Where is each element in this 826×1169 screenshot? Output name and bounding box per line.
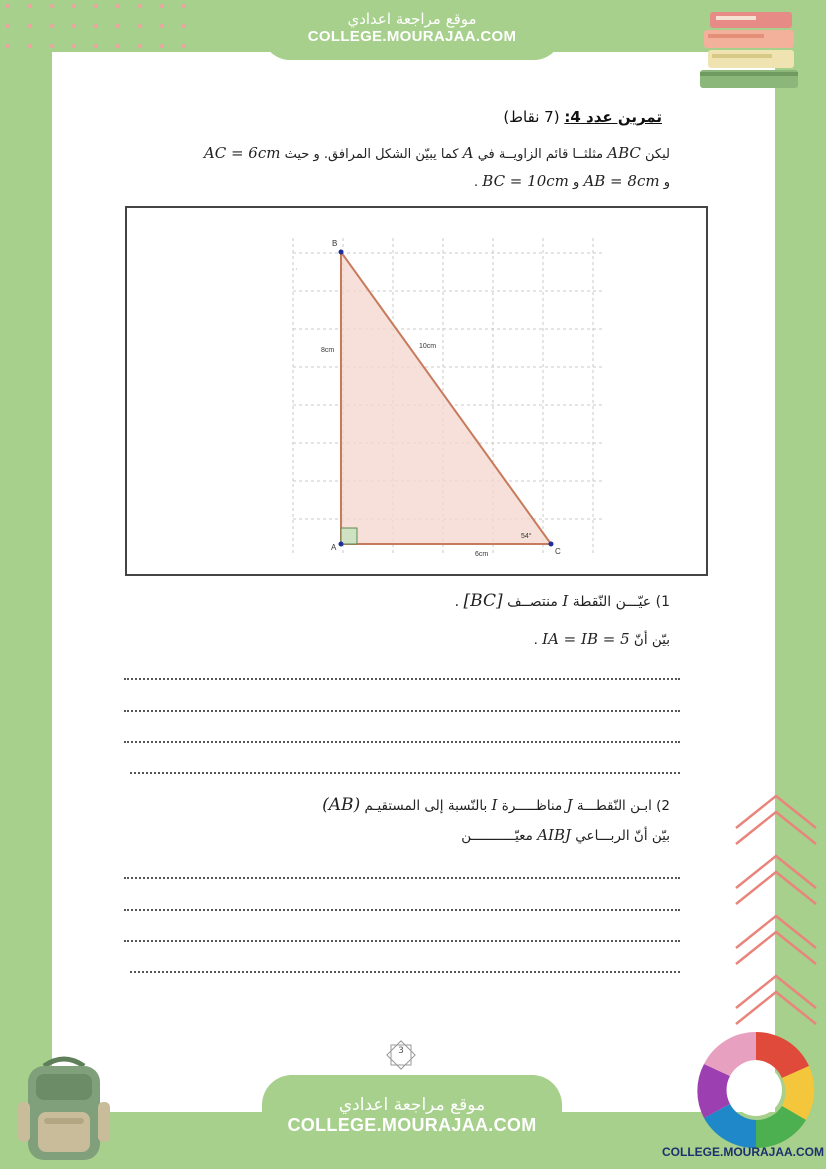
answer-line[interactable] <box>130 772 680 774</box>
question-text: معيّـــــــــــن <box>461 828 533 844</box>
label-ab-length: 8cm <box>321 347 335 354</box>
label-c: C <box>555 547 561 556</box>
decorative-dots <box>0 0 200 60</box>
stray-mark: · <box>295 265 298 274</box>
answer-line[interactable] <box>124 940 680 942</box>
triangle-name: ABC <box>607 144 641 162</box>
footer-site-name: موقع مراجعة اعدادي <box>338 1095 486 1115</box>
header-site-url[interactable]: COLLEGE.MOURAJAA.COM <box>307 28 517 45</box>
site-logo <box>694 1020 818 1160</box>
length-ac: AC = 6cm <box>203 144 281 162</box>
point-j: J <box>566 796 573 814</box>
label-angle-c: 54° <box>521 533 532 540</box>
backpack-illustration <box>14 1052 114 1164</box>
question-text: مناظـــــرة <box>501 798 563 814</box>
question-text: 1) عيّـــن النّقطة <box>572 594 670 610</box>
answer-line[interactable] <box>124 877 680 879</box>
statement-text: . <box>473 175 479 190</box>
question-text: منتصــف <box>507 594 558 610</box>
question-text: 2) ابـن النّقطـــة <box>576 798 670 814</box>
vertex-a: A <box>462 144 474 162</box>
statement-line-2 <box>150 172 670 190</box>
label-bc-length: 10cm <box>419 343 437 350</box>
quadrilateral-aibj: AIBJ <box>537 826 571 844</box>
frame-left <box>0 0 52 1169</box>
statement-text: ليكن <box>645 147 670 162</box>
question-2-line-1 <box>150 795 670 815</box>
question-text: . <box>533 632 538 648</box>
label-a: A <box>331 543 337 552</box>
label-b: B <box>332 239 338 248</box>
header-banner <box>262 0 562 60</box>
right-angle-mark <box>341 528 357 544</box>
exercise-title <box>452 108 662 126</box>
page-number <box>383 1037 419 1073</box>
statement-text: و <box>663 175 670 190</box>
exercise-points: (7 نقاط) <box>503 108 560 126</box>
books-illustration <box>694 8 802 98</box>
label-ac-length: 6cm <box>475 551 489 558</box>
chevron-decoration <box>730 790 820 1030</box>
logo-caption: COLLEGE.MOURAJAA.COM <box>662 1145 824 1159</box>
vertex-a-point <box>339 542 344 547</box>
point-i: I <box>562 592 569 610</box>
triangle-abc <box>341 252 551 544</box>
question-text: بالنّسبة إلى المستقيـم <box>364 798 488 814</box>
question-text: بيّن أنّ <box>633 632 670 648</box>
statement-text: كما يبيّن الشكل المرافق. و حيث <box>284 147 459 162</box>
line-ab: (AB) <box>322 795 361 815</box>
vertex-c-point <box>549 542 554 547</box>
point-i: I <box>491 796 498 814</box>
statement-line-1 <box>150 144 670 162</box>
exercise-title-label: تمرين عدد 4: <box>564 108 662 126</box>
page-number-text: 3 <box>398 1046 404 1056</box>
statement-text: و <box>573 175 580 190</box>
answer-line[interactable] <box>124 710 680 712</box>
question-text: . <box>454 594 460 610</box>
vertex-b-point <box>339 250 344 255</box>
equation-ia-ib: IA = IB = 5 <box>542 630 630 648</box>
question-text: بيّن أنّ الربـــاعي <box>575 828 670 844</box>
question-1-line-1 <box>200 591 670 611</box>
footer-banner <box>262 1075 562 1169</box>
question-1-line-2 <box>200 630 670 648</box>
triangle-figure <box>125 206 708 576</box>
question-2-line-2 <box>150 826 670 844</box>
answer-line[interactable] <box>124 909 680 911</box>
triangle-diagram <box>127 208 706 574</box>
answer-line[interactable] <box>130 971 680 973</box>
header-site-name: موقع مراجعة اعدادي <box>347 10 477 28</box>
footer-site-url[interactable]: COLLEGE.MOURAJAA.COM <box>287 1115 537 1135</box>
answer-line[interactable] <box>124 678 680 680</box>
length-ab: AB = 8cm <box>583 172 660 190</box>
length-bc: BC = 10cm <box>482 172 569 190</box>
answer-line[interactable] <box>124 741 680 743</box>
segment-bc: [BC] <box>463 591 503 611</box>
statement-text: مثلثــا قائم الزاويــة في <box>477 147 604 162</box>
